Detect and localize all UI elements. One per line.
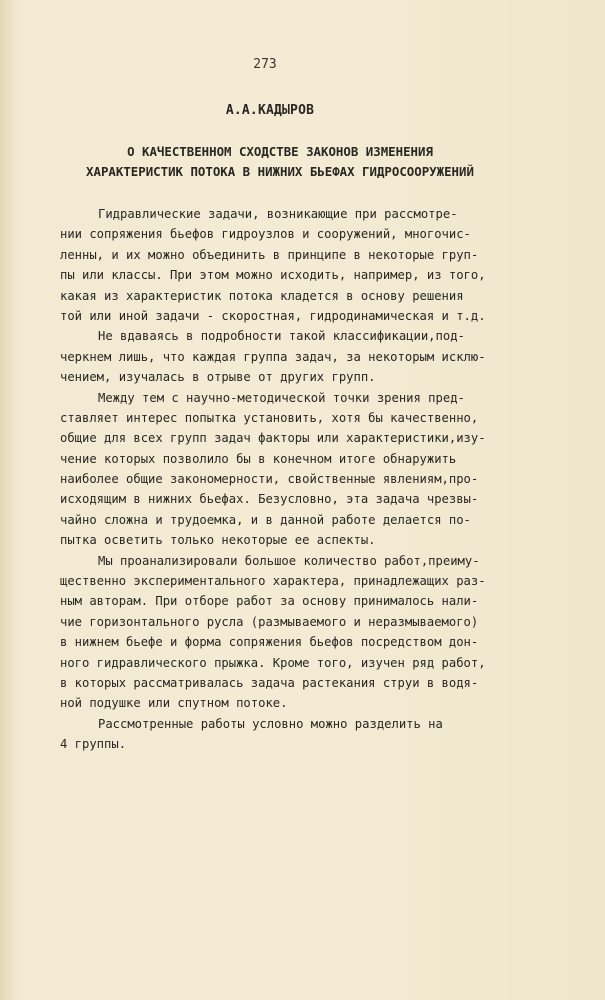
paragraph-line: какая из характеристик потока кладется в основу решения xyxy=(60,288,464,303)
paragraph-line: общие для всех групп задач факторы или характеристики,изу- xyxy=(60,431,486,446)
paragraph-line: чением, изучалась в отрыве от других групп. xyxy=(60,370,376,385)
paragraph-line: Мы проанализировали большое количество работ,преиму- xyxy=(98,553,480,568)
paragraph-line: пытка осветить только некоторые ее аспекты. xyxy=(60,533,376,548)
paragraph-line: чайно сложна и трудоемка, и в данной работе делается по- xyxy=(60,512,471,527)
paragraph-line: Между тем с научно-методической точки зрения пред- xyxy=(98,390,465,405)
paragraph-line: исходящим в нижних бьефах. Безусловно, эта задача чрезвы- xyxy=(60,492,479,507)
page-number: 273 xyxy=(253,57,277,72)
paragraph-line: наиболее общие закономерности, свойственные явлениям,про- xyxy=(60,472,479,487)
paragraph-line: 4 группы. xyxy=(60,737,127,752)
title-line: О КАЧЕСТВЕННОМ СХОДСТВЕ ЗАКОНОВ ИЗМЕНЕНИЯ xyxy=(127,144,433,159)
paragraph-line: ленны, и их можно объединить в принципе в некоторые груп- xyxy=(60,247,479,262)
article-body xyxy=(60,204,530,755)
paragraph-line: чие горизонтального русла (размываемого и неразмываемого) xyxy=(60,614,479,629)
paragraph-line: ным авторам. При отборе работ за основу принималось нали- xyxy=(60,594,479,609)
paragraph-line: Не вдаваясь в подробности такой классификации,под- xyxy=(98,329,465,344)
paragraph-line: черкнем лишь, что каждая группа задач, за некоторым исклю- xyxy=(60,349,486,364)
paragraph-line: чение которых позволило бы в конечном итоге обнаружить xyxy=(60,451,457,466)
paragraph-line: ного гидравлического прыжка. Кроме того, изучен ряд работ, xyxy=(60,655,486,670)
paragraph-line: Гидравлические задачи, возникающие при рассмотре- xyxy=(98,207,458,221)
paragraph-line: той или иной задачи - скоростная, гидродинамическая и т.д. xyxy=(60,308,486,323)
paragraph-line: ставляет интерес попытка установить, хотя бы качественно, xyxy=(60,410,479,425)
paragraph-line: ной подушке или спутном потоке. xyxy=(60,696,288,711)
title-line: ХАРАКТЕРИСТИК ПОТОКА В НИЖНИХ БЬЕФАХ ГИДРОСООРУЖЕНИЙ xyxy=(86,164,474,179)
paragraph-line: пы или классы. При этом можно исходить, например, из того, xyxy=(60,268,486,283)
paragraph-line: в нижнем бьефе и форма сопряжения бьефов посредством дон- xyxy=(60,635,479,650)
paragraph-line: в которых рассматривалась задача растекания струи в водя- xyxy=(60,675,479,690)
paragraph-line: щественно экспериментального характера, принадлежащих раз- xyxy=(60,574,486,589)
paragraph-line: нии сопряжения бьефов гидроузлов и сооружений, многочис- xyxy=(60,227,471,242)
author-name: А.А.КАДЫРОВ xyxy=(225,103,315,118)
article-title xyxy=(0,142,560,182)
paragraph-line: Рассмотренные работы условно можно разделить на xyxy=(98,716,443,731)
